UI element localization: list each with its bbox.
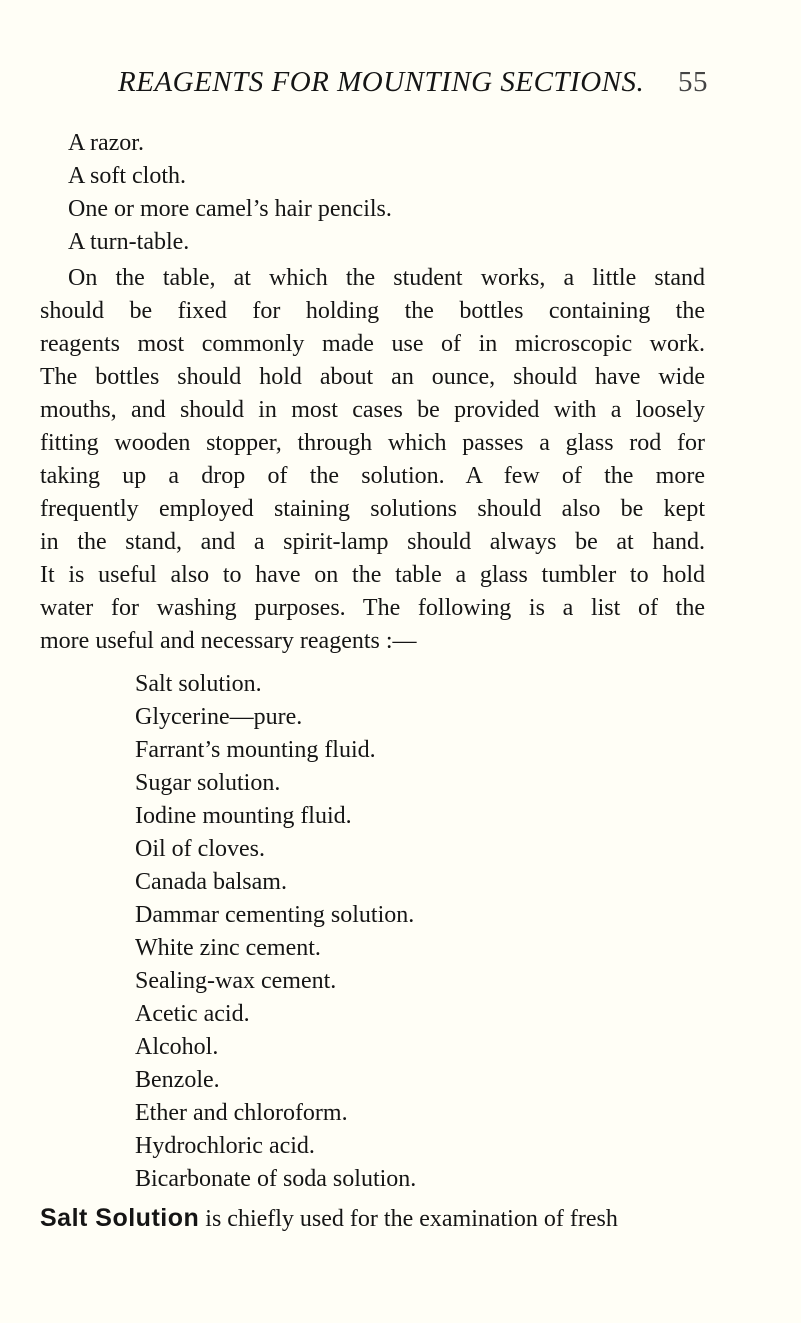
reagent-item: Canada balsam. (135, 869, 287, 895)
paragraph-line: frequently employed staining solutions should also be kept (40, 496, 705, 522)
tool-item: One or more camel’s hair pencils. (68, 196, 392, 222)
section-start-line (40, 1203, 708, 1234)
paragraph-line: water for washing purposes. The following is a list of the (40, 595, 705, 621)
tool-item: A turn-table. (68, 229, 190, 255)
reagent-item: White zinc cement. (135, 935, 321, 961)
reagent-item: Oil of cloves. (135, 836, 265, 862)
reagent-item: Dammar cementing solution. (135, 902, 415, 928)
reagent-item: Benzole. (135, 1067, 220, 1093)
paragraph-line: The bottles should hold about an ounce, should have wide (40, 364, 705, 390)
reagent-item: Sealing-wax cement. (135, 968, 337, 994)
paragraph-line: more useful and necessary reagents :— (40, 628, 417, 654)
section-heading: Salt Solution (40, 1204, 200, 1232)
reagent-item: Sugar solution. (135, 770, 281, 796)
reagent-item: Farrant’s mounting fluid. (135, 737, 376, 763)
paragraph-line: fitting wooden stopper, through which passes a glass rod for (40, 430, 705, 456)
reagent-item: Iodine mounting fluid. (135, 803, 352, 829)
paragraph-line: should be fixed for holding the bottles containing the (40, 298, 705, 324)
section-text: is chiefly used for the examination of fresh (199, 1206, 618, 1232)
paragraph-line: taking up a drop of the solution. A few of the more (40, 463, 705, 489)
paragraph-line: It is useful also to have on the table a glass tumbler to hold (40, 562, 705, 588)
reagent-item: Salt solution. (135, 671, 262, 697)
reagent-item: Ether and chloroform. (135, 1100, 348, 1126)
reagent-item: Glycerine—pure. (135, 704, 303, 730)
page-header (118, 66, 708, 106)
paragraph-line: mouths, and should in most cases be provided with a loosely (40, 397, 705, 423)
paragraph-line: in the stand, and a spirit-lamp should always be at hand. (40, 529, 705, 555)
paragraph-line: On the table, at which the student works, a little stand (68, 265, 705, 291)
reagent-item: Bicarbonate of soda solution. (135, 1166, 417, 1192)
reagent-item: Hydrochloric acid. (135, 1133, 315, 1159)
tool-item: A razor. (68, 130, 144, 156)
running-title: REAGENTS FOR MOUNTING SECTIONS. (118, 66, 645, 98)
paragraph-line: reagents most commonly made use of in microscopic work. (40, 331, 705, 357)
tool-item: A soft cloth. (68, 163, 186, 189)
reagent-item: Acetic acid. (135, 1001, 250, 1027)
reagent-item: Alcohol. (135, 1034, 219, 1060)
page-number: 55 (678, 66, 708, 98)
